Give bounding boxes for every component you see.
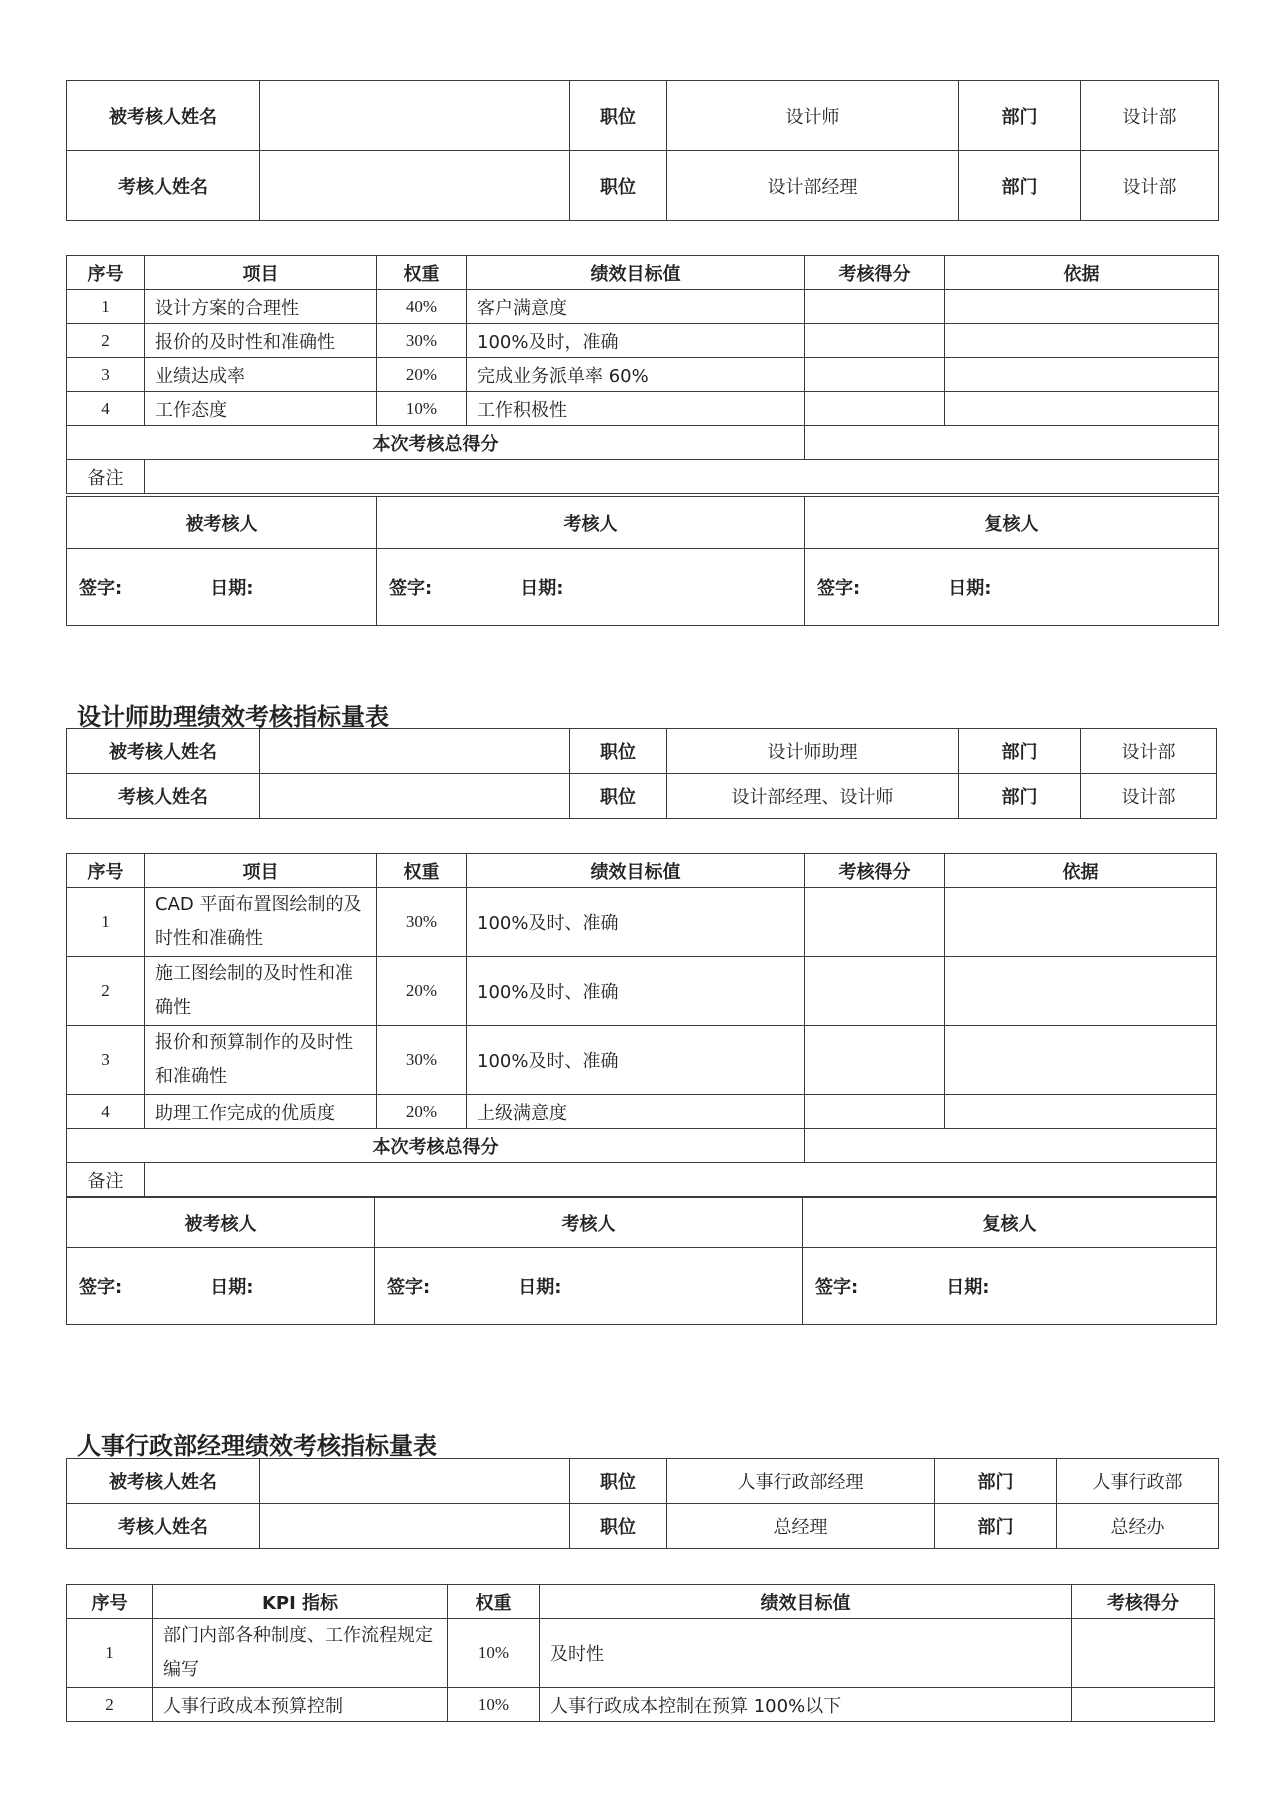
basis-cell[interactable]	[945, 290, 1219, 324]
header-score: 考核得分	[805, 256, 945, 290]
row-weight: 20%	[377, 957, 467, 1026]
section3-kpi-table	[66, 1584, 1215, 1722]
assessee-name-label: 被考核人姓名	[67, 1459, 260, 1504]
assessor-position-value: 设计部经理、设计师	[667, 774, 959, 819]
assessor-position-value: 总经理	[667, 1504, 935, 1549]
assessee-position-value: 设计师	[667, 81, 959, 151]
row-no: 2	[67, 957, 145, 1026]
department-label: 部门	[959, 151, 1081, 221]
row-weight: 30%	[377, 1026, 467, 1095]
date-label: 日期:	[946, 1277, 990, 1298]
row-target: 100%及时、准确	[467, 1026, 805, 1095]
row-item: 施工图绘制的及时性和准确性	[145, 957, 377, 1026]
assessee-position-value: 设计师助理	[667, 729, 959, 774]
section2-info-table	[66, 728, 1217, 819]
basis-cell[interactable]	[945, 324, 1219, 358]
basis-cell[interactable]	[945, 358, 1219, 392]
table-row	[67, 1688, 1215, 1722]
remark-field[interactable]	[145, 460, 1219, 494]
assessee-name-label: 被考核人姓名	[67, 729, 260, 774]
assessee-header: 被考核人	[67, 1198, 375, 1248]
header-item: 项目	[145, 854, 377, 888]
row-no: 2	[67, 324, 145, 358]
position-label: 职位	[570, 151, 667, 221]
assessee-name-field[interactable]	[260, 81, 570, 151]
date-label: 日期:	[210, 578, 254, 599]
assessor-name-field[interactable]	[260, 1504, 570, 1549]
row-weight: 30%	[377, 888, 467, 957]
table-row	[67, 358, 1219, 392]
table-row	[67, 888, 1217, 957]
row-target: 100%及时，准确	[467, 324, 805, 358]
row-item: 报价和预算制作的及时性和准确性	[145, 1026, 377, 1095]
assessor-name-label: 考核人姓名	[67, 151, 260, 221]
row-item: 报价的及时性和准确性	[145, 324, 377, 358]
row-no: 1	[67, 290, 145, 324]
assessor-header: 考核人	[375, 1198, 803, 1248]
assessor-department-value: 设计部	[1081, 774, 1217, 819]
score-cell[interactable]	[1072, 1688, 1215, 1722]
assessee-department-value: 人事行政部	[1057, 1459, 1219, 1504]
row-no: 2	[67, 1688, 153, 1722]
reviewer-header: 复核人	[805, 497, 1219, 549]
row-no: 1	[67, 1619, 153, 1688]
row-weight: 10%	[448, 1688, 540, 1722]
row-no: 4	[67, 1095, 145, 1129]
assessee-name-field[interactable]	[260, 1459, 570, 1504]
row-no: 4	[67, 392, 145, 426]
section1-kpi-table	[66, 255, 1219, 494]
row-target: 上级满意度	[467, 1095, 805, 1129]
row-item: 工作态度	[145, 392, 377, 426]
score-cell[interactable]	[805, 290, 945, 324]
position-label: 职位	[570, 774, 667, 819]
header-item: 项目	[145, 256, 377, 290]
row-item: 人事行政成本预算控制	[153, 1688, 448, 1722]
total-score-field[interactable]	[805, 1129, 1217, 1163]
position-label: 职位	[570, 729, 667, 774]
row-target: 100%及时、准确	[467, 888, 805, 957]
date-label: 日期:	[518, 1277, 562, 1298]
header-score: 考核得分	[1072, 1585, 1215, 1619]
section3-title: 人事行政部经理绩效考核指标量表	[77, 1432, 437, 1460]
assessee-position-value: 人事行政部经理	[667, 1459, 935, 1504]
sign-label: 签字:	[79, 1277, 123, 1298]
table-row	[67, 957, 1217, 1026]
header-seq: 序号	[67, 1585, 153, 1619]
total-score-label: 本次考核总得分	[67, 1129, 805, 1163]
department-label: 部门	[959, 774, 1081, 819]
assessor-sign-cell[interactable]	[375, 1248, 803, 1325]
score-cell[interactable]	[805, 392, 945, 426]
row-item: 业绩达成率	[145, 358, 377, 392]
row-weight: 20%	[377, 1095, 467, 1129]
row-item: 助理工作完成的优质度	[145, 1095, 377, 1129]
basis-cell[interactable]	[945, 888, 1217, 957]
row-no: 3	[67, 1026, 145, 1095]
header-weight: 权重	[448, 1585, 540, 1619]
section3-info-table	[66, 1458, 1219, 1549]
department-label: 部门	[935, 1504, 1057, 1549]
row-weight: 20%	[377, 358, 467, 392]
header-weight: 权重	[377, 854, 467, 888]
row-target: 及时性	[540, 1619, 1072, 1688]
date-label: 日期:	[520, 578, 564, 599]
assessee-name-label: 被考核人姓名	[67, 81, 260, 151]
assessee-department-value: 设计部	[1081, 729, 1217, 774]
score-cell[interactable]	[1072, 1619, 1215, 1688]
row-weight: 40%	[377, 290, 467, 324]
row-target: 工作积极性	[467, 392, 805, 426]
header-weight: 权重	[377, 256, 467, 290]
basis-cell[interactable]	[945, 1026, 1217, 1095]
date-label: 日期:	[948, 578, 992, 599]
date-label: 日期:	[210, 1277, 254, 1298]
section1-signature-table	[66, 496, 1219, 626]
sign-label: 签字:	[387, 1277, 431, 1298]
table-row	[67, 324, 1219, 358]
header-basis: 依据	[945, 256, 1219, 290]
header-target: 绩效目标值	[540, 1585, 1072, 1619]
total-score-label: 本次考核总得分	[67, 426, 805, 460]
header-kpi: KPI 指标	[153, 1585, 448, 1619]
sign-label: 签字:	[815, 1277, 859, 1298]
sign-label: 签字:	[817, 578, 861, 599]
score-cell[interactable]	[805, 888, 945, 957]
row-item: CAD 平面布置图绘制的及时性和准确性	[145, 888, 377, 957]
assessor-header: 考核人	[377, 497, 805, 549]
row-weight: 30%	[377, 324, 467, 358]
row-item: 设计方案的合理性	[145, 290, 377, 324]
total-score-field[interactable]	[805, 426, 1219, 460]
section1-info-table	[66, 80, 1219, 221]
section2-signature-table	[66, 1197, 1217, 1325]
remark-label: 备注	[67, 1163, 145, 1197]
sign-label: 签字:	[79, 578, 123, 599]
assessee-sign-cell[interactable]	[67, 1248, 375, 1325]
sign-label: 签字:	[389, 578, 433, 599]
basis-cell[interactable]	[945, 1095, 1217, 1129]
table-row	[67, 290, 1219, 324]
score-cell[interactable]	[805, 358, 945, 392]
score-cell[interactable]	[805, 1026, 945, 1095]
assessor-name-field[interactable]	[260, 151, 570, 221]
row-no: 1	[67, 888, 145, 957]
department-label: 部门	[935, 1459, 1057, 1504]
row-target: 客户满意度	[467, 290, 805, 324]
row-item: 部门内部各种制度、工作流程规定编写	[153, 1619, 448, 1688]
assessee-header: 被考核人	[67, 497, 377, 549]
table-row	[67, 392, 1219, 426]
assessee-name-field[interactable]	[260, 729, 570, 774]
basis-cell[interactable]	[945, 957, 1217, 1026]
score-cell[interactable]	[805, 1095, 945, 1129]
position-label: 职位	[570, 81, 667, 151]
header-seq: 序号	[67, 854, 145, 888]
assessor-name-label: 考核人姓名	[67, 1504, 260, 1549]
assessor-name-label: 考核人姓名	[67, 774, 260, 819]
remark-field[interactable]	[145, 1163, 1217, 1197]
table-row	[67, 1619, 1215, 1688]
reviewer-header: 复核人	[803, 1198, 1217, 1248]
row-no: 3	[67, 358, 145, 392]
position-label: 职位	[570, 1504, 667, 1549]
assessor-department-value: 总经办	[1057, 1504, 1219, 1549]
department-label: 部门	[959, 81, 1081, 151]
section2-kpi-table	[66, 853, 1217, 1197]
header-score: 考核得分	[805, 854, 945, 888]
assessor-sign-cell[interactable]	[377, 549, 805, 626]
row-target: 完成业务派单率 60%	[467, 358, 805, 392]
table-row	[67, 1095, 1217, 1129]
assessor-department-value: 设计部	[1081, 151, 1219, 221]
assessor-position-value: 设计部经理	[667, 151, 959, 221]
assessee-sign-cell[interactable]	[67, 549, 377, 626]
row-target: 人事行政成本控制在预算 100%以下	[540, 1688, 1072, 1722]
assessee-department-value: 设计部	[1081, 81, 1219, 151]
score-cell[interactable]	[805, 957, 945, 1026]
section2-title: 设计师助理绩效考核指标量表	[77, 703, 389, 731]
row-weight: 10%	[377, 392, 467, 426]
row-weight: 10%	[448, 1619, 540, 1688]
table-row	[67, 1026, 1217, 1095]
reviewer-sign-cell[interactable]	[803, 1248, 1217, 1325]
assessor-name-field[interactable]	[260, 774, 570, 819]
position-label: 职位	[570, 1459, 667, 1504]
row-target: 100%及时、准确	[467, 957, 805, 1026]
header-target: 绩效目标值	[467, 854, 805, 888]
remark-label: 备注	[67, 460, 145, 494]
header-target: 绩效目标值	[467, 256, 805, 290]
header-seq: 序号	[67, 256, 145, 290]
department-label: 部门	[959, 729, 1081, 774]
score-cell[interactable]	[805, 324, 945, 358]
header-basis: 依据	[945, 854, 1217, 888]
reviewer-sign-cell[interactable]	[805, 549, 1219, 626]
basis-cell[interactable]	[945, 392, 1219, 426]
